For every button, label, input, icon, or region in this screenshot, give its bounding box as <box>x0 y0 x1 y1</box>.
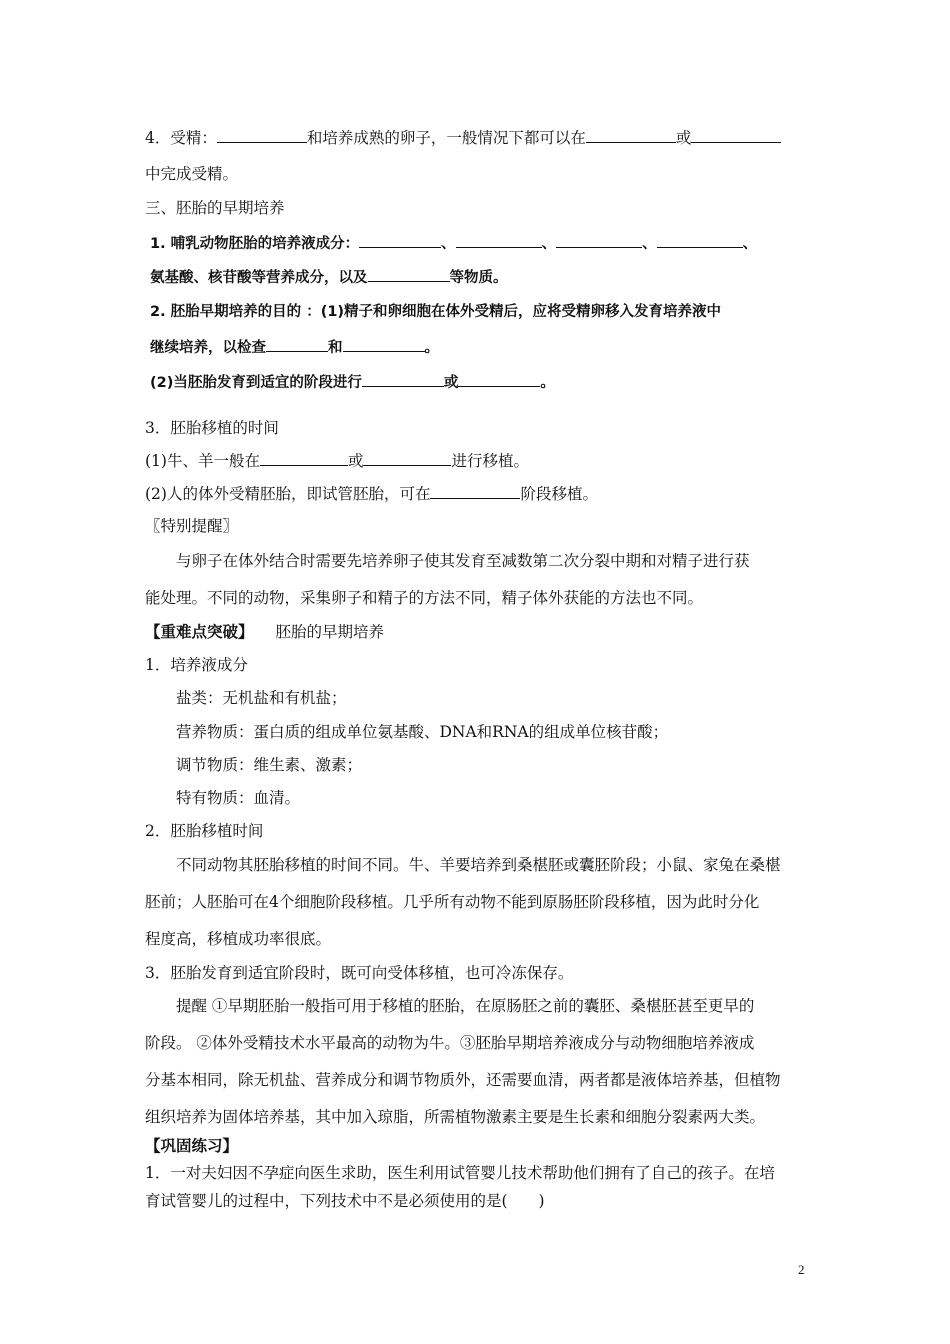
reminder-p1: 与卵子在体外结合时需要先培养卵子使其发育至减数第二次分裂中期和对精子进行获 <box>176 552 750 570</box>
special-line: 特有物质：血清。 <box>176 789 301 807</box>
fertilization-line <box>145 128 781 148</box>
and-text: 和 <box>328 340 343 356</box>
note-p1: 提醒 ①早期胚胎一般指可用于移植的胚胎，在原肠胚之前的囊胚、桑椹胚甚至更早的 <box>176 997 755 1015</box>
transfer-title: 3．胚胎移植的时间 <box>145 419 279 437</box>
salt-line: 盐类：无机盐和有机盐； <box>176 689 347 707</box>
or-text: 或 <box>347 452 364 470</box>
regulator-line: 调节物质：维生素、激素； <box>176 756 363 774</box>
blank <box>586 128 676 143</box>
fertilization-line-2: 中完成受精。 <box>145 165 239 183</box>
sep: 、 <box>742 236 758 252</box>
transfer-line-2 <box>145 484 598 504</box>
reminder-p2: 能处理。不同的动物，采集卵子和精子的方法不同，精子体外获能的方法也不同。 <box>145 589 704 607</box>
culture-medium-line <box>150 233 757 254</box>
purpose-line-2 <box>150 337 439 358</box>
fertilization-text: 和培养成熟的卵子，一般情况下都可以在 <box>306 129 586 147</box>
culture-medium-label: 1. 哺乳动物胚胎的培养液成分： <box>150 236 360 252</box>
period: 。 <box>424 340 439 356</box>
blank <box>363 451 451 466</box>
purpose-line-1: 2. 胚胎早期培养的目的 ：(1)精子和卵细胞在体外受精后，应将受精卵移入发育培养液中 <box>150 304 722 320</box>
transfer-line-1 <box>145 451 529 471</box>
practice-title: 【巩固练习】 <box>145 1136 239 1155</box>
blank <box>657 233 743 248</box>
blank <box>458 372 540 387</box>
section-title: 三、胚胎的早期培养 <box>145 199 285 217</box>
blank <box>456 233 542 248</box>
note-p2: 阶段。 ②体外受精技术水平最高的动物为牛。③胚胎早期培养液成分与动物细胞培养液成 <box>145 1034 755 1052</box>
breakthrough-title: 【重难点突破】 <box>145 622 254 641</box>
or-text: 或 <box>443 375 459 391</box>
medium-heading: 1．培养液成分 <box>145 656 248 674</box>
purpose-text: 继续培养，以检查 <box>150 340 266 356</box>
breakthrough-heading <box>145 622 384 642</box>
purpose-text-2: (2)当胚胎发育到适宜的阶段进行 <box>150 375 362 391</box>
blank <box>359 233 441 248</box>
sep: 、 <box>541 236 557 252</box>
or-text: 或 <box>675 129 692 147</box>
breakthrough-subtitle: 胚胎的早期培养 <box>275 623 385 641</box>
blank <box>343 337 425 352</box>
blank <box>430 484 520 499</box>
culture-medium-text-end: 等物质。 <box>449 270 508 286</box>
period: 。 <box>540 375 555 391</box>
reminder-title: 〖特别提醒〗 <box>145 517 239 535</box>
culture-medium-text: 氨基酸、核苷酸等营养成分，以及 <box>150 270 368 286</box>
nutrient-line: 营养物质：蛋白质的组成单位氨基酸、DNA和RNA的组成单位核苷酸； <box>176 723 669 741</box>
transfer-text: (1)牛、羊一般在 <box>145 452 260 470</box>
blank <box>260 451 348 466</box>
transfer-time-p2: 胚前；人胚胎可在4个细胞阶段移植。几乎所有动物不能到原肠胚阶段移植，因为此时分化 <box>145 893 760 911</box>
storage-heading: 3．胚胎发育到适宜阶段时，既可向受体移植，也可冷冻保存。 <box>145 964 574 982</box>
blank <box>217 128 307 143</box>
transfer-text: (2)人的体外受精胚胎，即试管胚胎，可在 <box>145 485 431 503</box>
blank <box>368 267 450 282</box>
culture-medium-line-2 <box>150 267 508 288</box>
transfer-time-heading: 2．胚胎移植时间 <box>145 822 264 840</box>
sep: 、 <box>441 236 456 252</box>
sep: 、 <box>642 236 657 252</box>
transfer-time-p3: 程度高，移植成功率很底。 <box>145 930 332 948</box>
question-1b: 育试管婴儿的过程中，下列技术中不是必须使用的是( ) <box>145 1192 545 1210</box>
blank <box>362 372 444 387</box>
transfer-text-end: 阶段移植。 <box>520 485 598 503</box>
transfer-text-end: 进行移植。 <box>451 452 529 470</box>
blank <box>556 233 642 248</box>
page-number: 2 <box>798 1262 805 1277</box>
question-1a: 1．一对夫妇因不孕症向医生求助，医生利用试管婴儿技术帮助他们拥有了自己的孩子。在培 <box>145 1164 775 1182</box>
purpose-line-3 <box>150 372 555 393</box>
note-p4: 组织培养为固体培养基，其中加入琼脂，所需植物激素主要是生长素和细胞分裂素两大类。 <box>145 1108 766 1126</box>
blank <box>266 337 328 352</box>
fertilization-prefix: 4．受精： <box>145 129 217 147</box>
note-p3: 分基本相同，除无机盐、营养成分和调节物质外，还需要血清，两者都是液体培养基，但植物 <box>145 1071 781 1089</box>
blank <box>691 128 781 143</box>
transfer-time-p1: 不同动物其胚胎移植的时间不同。牛、羊要培养到桑椹胚或囊胚阶段；小鼠、家兔在桑椹 <box>176 856 781 874</box>
